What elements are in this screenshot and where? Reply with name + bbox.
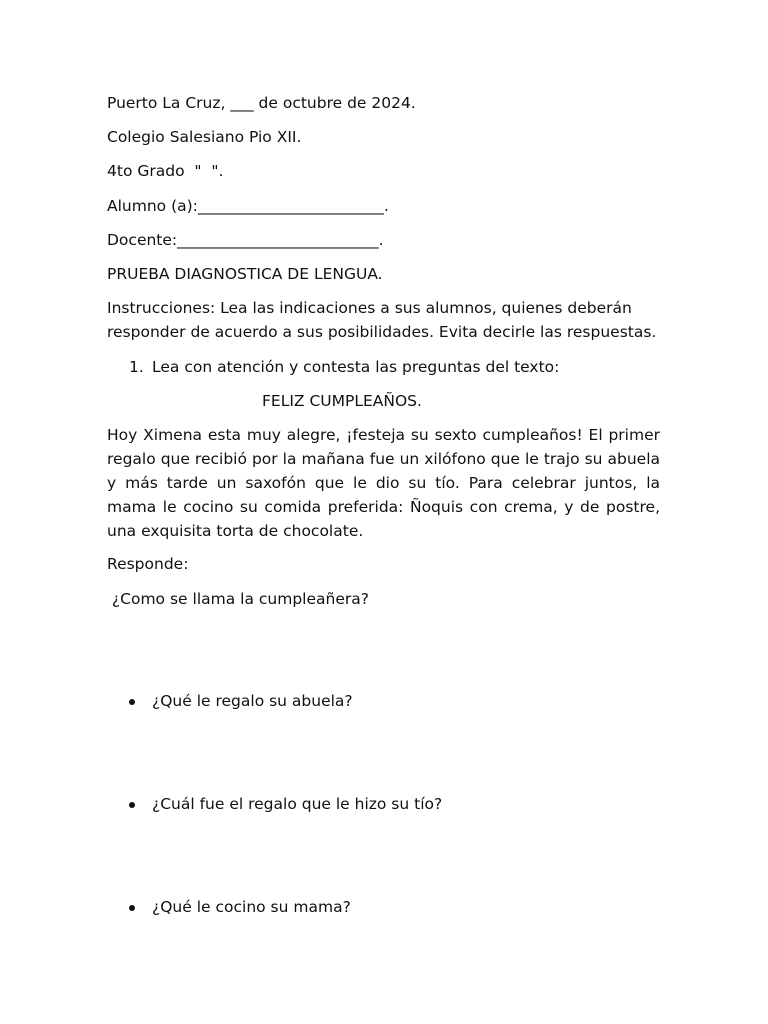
numbered-item-1: [107, 355, 660, 379]
bullet-icon: [129, 905, 135, 911]
document-page: [107, 0, 660, 1024]
bullet-icon: [129, 802, 135, 808]
question-text: ¿Qué le cocino su mama?: [152, 898, 351, 916]
student-name-field: Alumno (a):________________________.: [107, 197, 389, 215]
bullet-icon: [129, 699, 135, 705]
teacher-name-field: Docente:__________________________.: [107, 231, 384, 249]
question-item: [107, 689, 660, 713]
school-name: Colegio Salesiano Pio XII.: [107, 128, 302, 146]
reading-body: Hoy Ximena esta muy alegre, ¡festeja su sexto cumpleaños! El primer regalo que recibió por la mañana fue un xilófono que le trajo su abuela y más tarde un saxofón que le dio su tío. Para celebrar juntos, la mama le cocino su comida preferida: Ñoquis con crema, y de postre, una exquisita torta de chocolate.: [107, 426, 660, 540]
question-text: ¿Qué le regalo su abuela?: [152, 692, 353, 710]
question-text: ¿Cuál fue el regalo que le hizo su tío?: [152, 795, 443, 813]
question-name: ¿Como se llama la cumpleañera?: [107, 590, 369, 608]
date-line: Puerto La Cruz, ___ de octubre de 2024.: [107, 94, 416, 112]
question-item: [107, 895, 660, 919]
item-text: Lea con atención y contesta las preguntas del texto:: [152, 358, 560, 376]
test-title: PRUEBA DIAGNOSTICA DE LENGUA.: [107, 265, 383, 283]
question-item: [107, 792, 660, 816]
reading-title: FELIZ CUMPLEAÑOS.: [262, 392, 422, 410]
instructions-paragraph: Instrucciones: Lea las indicaciones a sus alumnos, quienes deberán responder de acuerdo a sus posibilidades. Evita decirle las respuestas.: [107, 299, 657, 341]
grade-line: 4to Grado " ".: [107, 162, 224, 180]
respond-label: Responde:: [107, 555, 189, 573]
item-number: 1.: [129, 358, 144, 376]
